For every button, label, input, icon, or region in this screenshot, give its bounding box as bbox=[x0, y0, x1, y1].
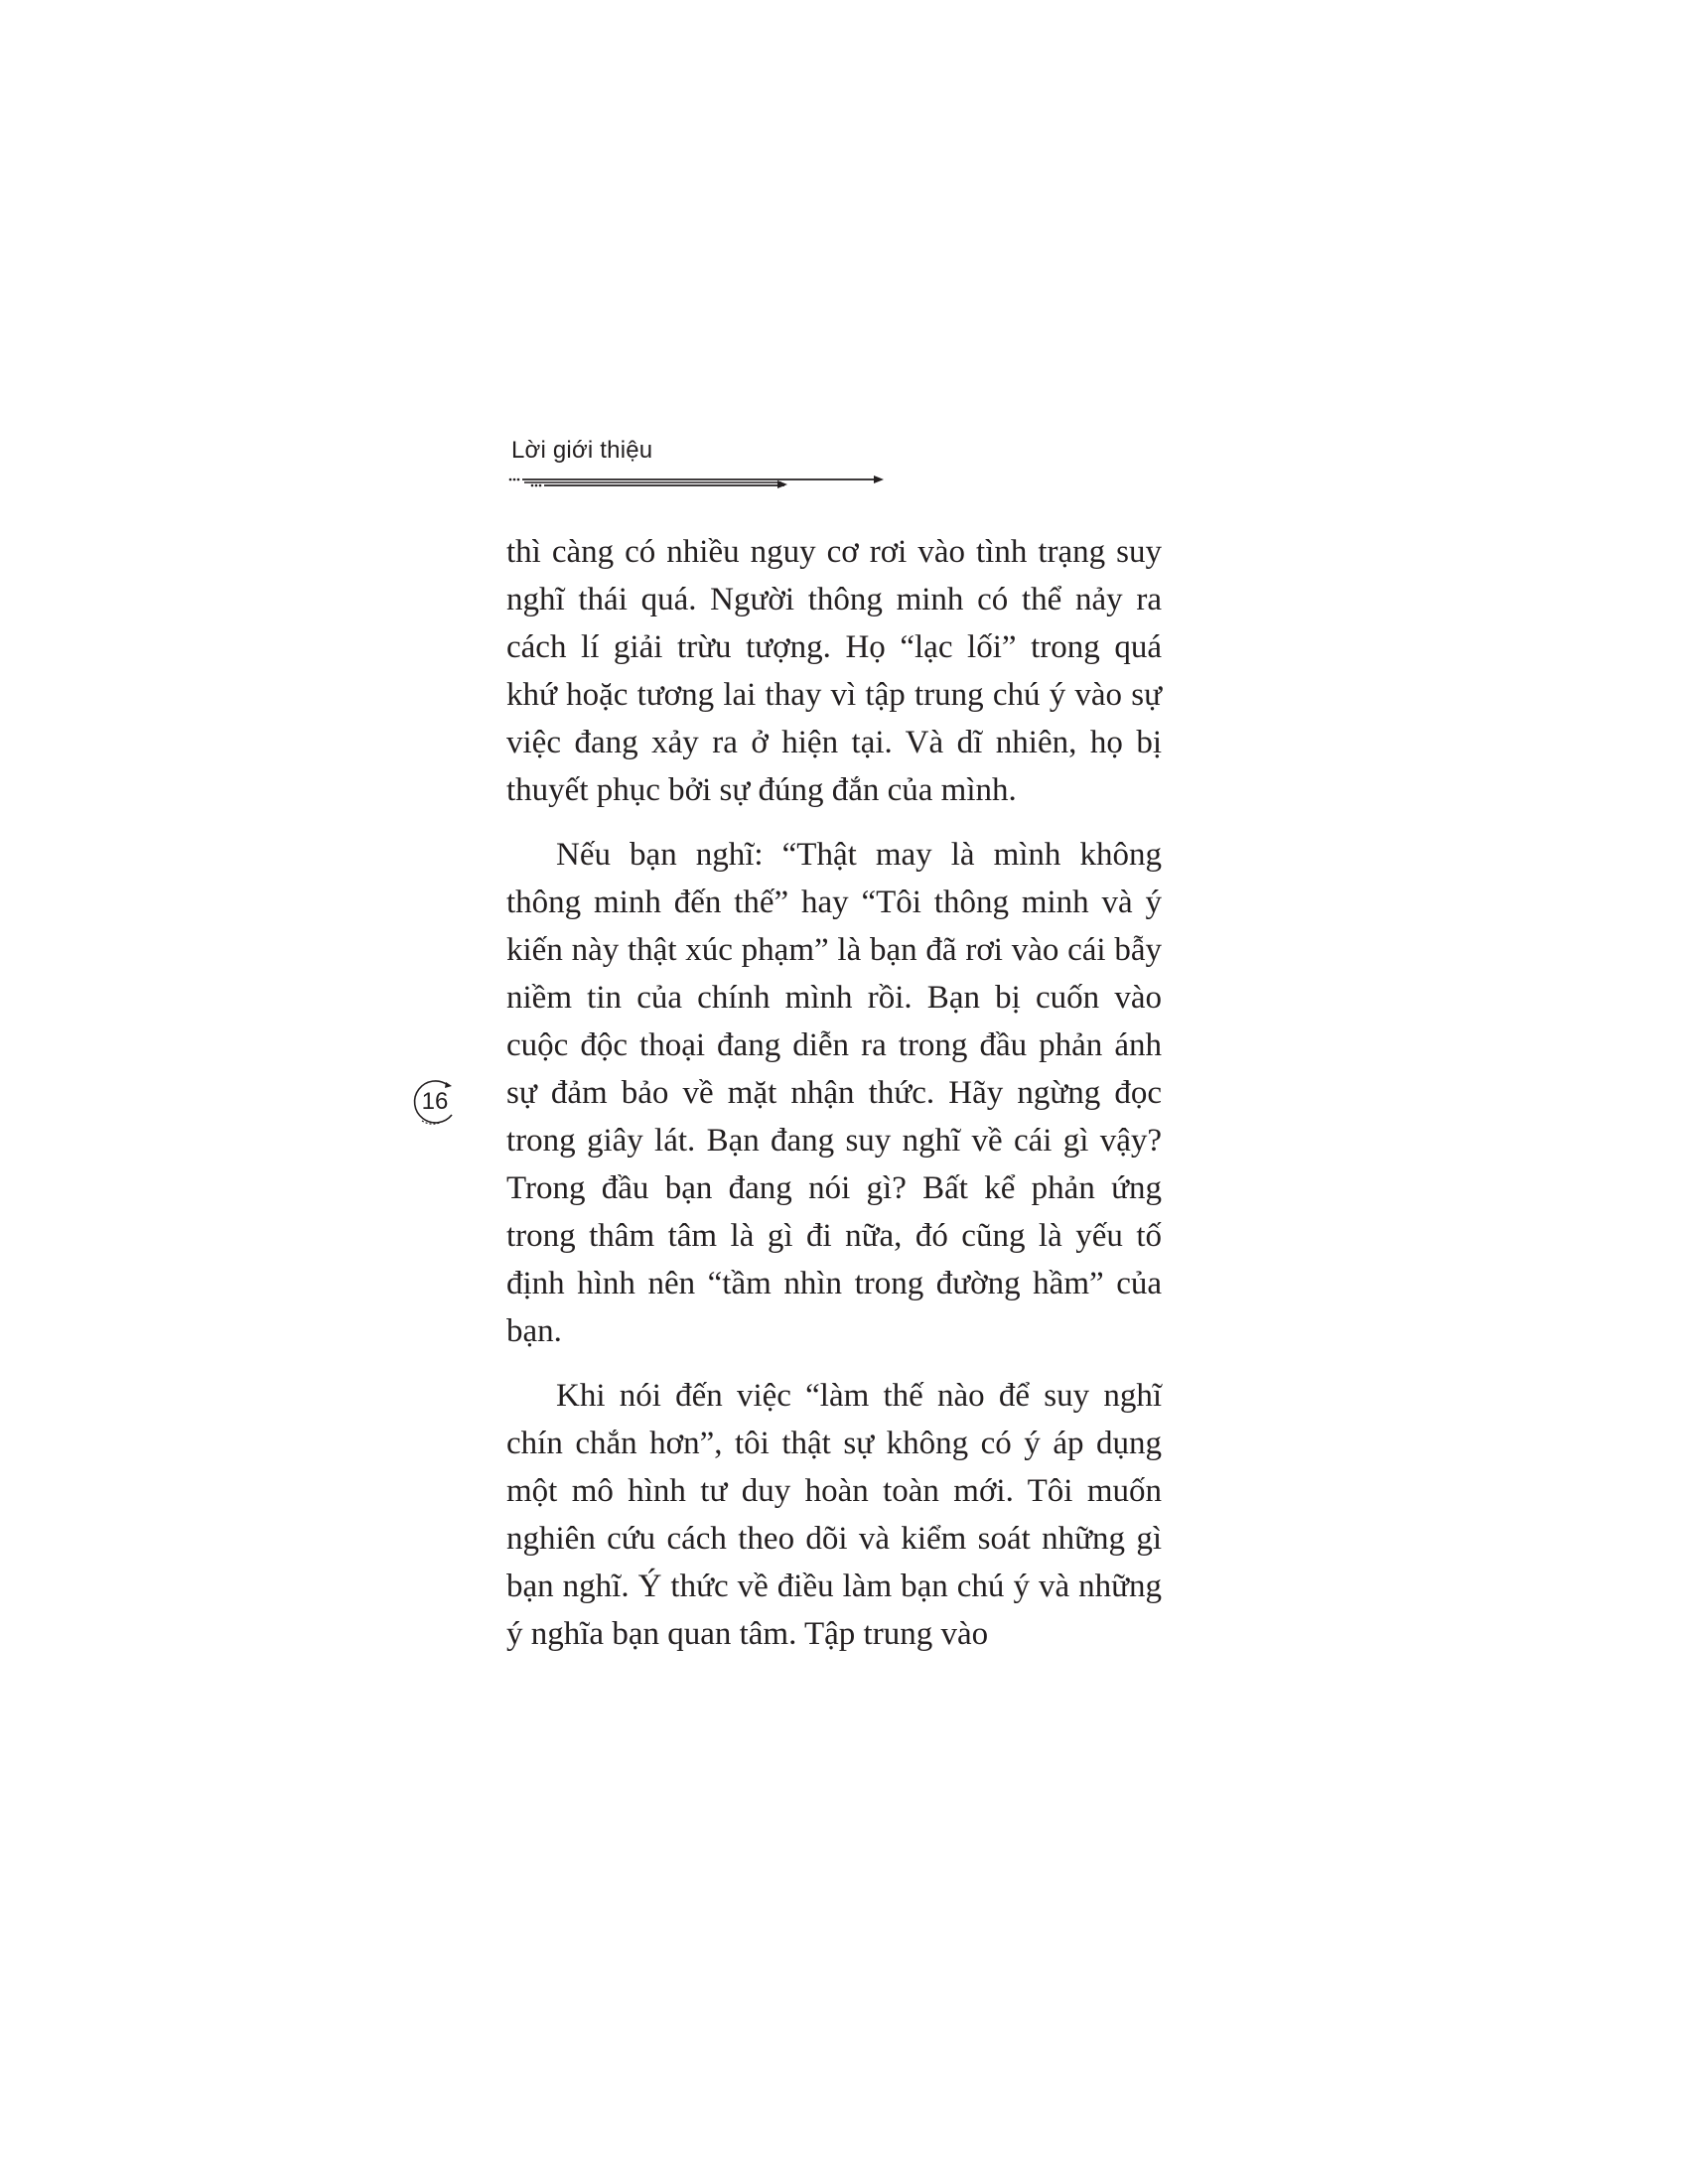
paragraph-1: thì càng có nhiều nguy cơ rơi vào tình trạng suy nghĩ thái quá. Người thông minh có thể nảy ra cách lí giải trừu tượng. Họ “lạc lối” trong quá khứ hoặc tương lai thay vì tập trung chú ý vào sự việc đang xảy ra ở hiện tại. Và dĩ nhiên, họ bị thuyết phục bởi sự đúng đắn của mình. bbox=[506, 534, 1162, 808]
page-number: 16 bbox=[421, 1088, 449, 1115]
paragraph-2: Nếu bạn nghĩ: “Thật may là mình không thông minh đến thế” hay “Tôi thông minh và ý kiến này thật xúc phạm” là bạn đã rơi vào cái bẫy niềm tin của chính mình rồi. Bạn bị cuốn vào cuộc độc thoại đang diễn ra trong đầu phản ánh sự đảm bảo về mặt nhận thức. Hãy ngừng đọc trong giây lát. Bạn đang suy nghĩ về cái gì vậy? Trong đầu bạn đang nói gì? Bất kể phản ứng trong thâm tâm là gì đi nữa, đó cũng là yếu tố định hình nên “tầm nhìn trong đường hầm” của bạn. bbox=[506, 837, 1162, 1349]
page-number-badge bbox=[410, 1077, 460, 1127]
paragraph-3: Khi nói đến việc “làm thế nào để suy nghĩ chín chắn hơn”, tôi thật sự không có ý áp dụng một mô hình tư duy hoàn toàn mới. Tôi muốn nghiên cứu cách theo dõi và kiểm soát những gì bạn nghĩ. Ý thức về điều làm bạn chú ý và những ý nghĩa bạn quan tâm. Tập trung vào bbox=[506, 1378, 1162, 1652]
running-header-title: Lời giới thiệu bbox=[511, 437, 653, 464]
body-text bbox=[506, 528, 1162, 1658]
header-arrow-ornament bbox=[508, 475, 886, 494]
